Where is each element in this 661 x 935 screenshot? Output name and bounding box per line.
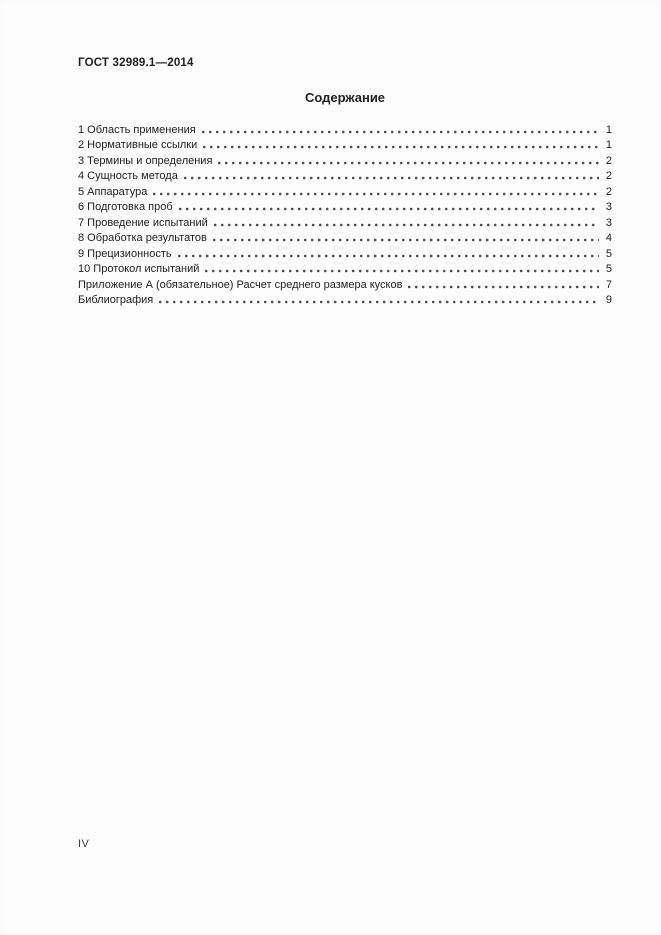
toc-entry (78, 213, 612, 229)
page-number-footer: IV (78, 838, 90, 850)
toc-entry (78, 244, 612, 260)
page-title: Содержание (304, 90, 386, 105)
toc-entry-page: 2 (605, 170, 612, 182)
dot-leader (408, 285, 599, 289)
dot-leader (213, 238, 599, 242)
dot-leader (218, 161, 599, 165)
toc-entry-page: 2 (605, 154, 612, 167)
toc-entry-label: Приложение А (обязательное) Расчет среднего размера кусков (78, 278, 403, 291)
toc-entry-label: Библиография (78, 294, 154, 306)
toc-entry (78, 291, 612, 307)
toc-entry-label: 9 Прецизионность (78, 247, 172, 260)
toc-entry-label: 4 Сущность метода (78, 170, 178, 182)
toc-entry-label: 2 Нормативные ссылки (78, 139, 198, 151)
document-standard-number: ГОСТ 32989.1—2014 (78, 57, 194, 69)
toc-entry-label: 1 Область применения (78, 123, 196, 136)
dot-leader (159, 300, 599, 304)
dot-leader (184, 176, 599, 180)
toc-entry-page: 7 (605, 278, 612, 291)
toc-entry-page: 9 (605, 294, 612, 306)
toc-entry (78, 120, 612, 136)
toc-entry (78, 260, 612, 276)
toc-entry (78, 275, 612, 291)
toc-entry (78, 151, 612, 167)
toc-entry-page: 3 (605, 201, 612, 213)
toc-entry-page: 1 (605, 123, 612, 136)
toc-entry-label: 8 Обработка результатов (78, 232, 207, 244)
toc-entry (78, 229, 612, 245)
toc-entry-page: 3 (605, 216, 612, 229)
toc-entry (78, 167, 612, 183)
dot-leader (179, 207, 599, 211)
table-of-contents (78, 120, 612, 306)
dot-leader (178, 254, 599, 258)
toc-entry (78, 182, 612, 198)
toc-entry-page: 5 (605, 263, 612, 275)
toc-entry-label: 10 Протокол испытаний (78, 263, 200, 275)
toc-entry-label: 5 Аппаратура (78, 185, 148, 198)
dot-leader (153, 192, 599, 196)
toc-entry-page: 1 (605, 139, 612, 151)
dot-leader (203, 145, 599, 149)
toc-entry-page: 2 (605, 185, 612, 198)
dot-leader (202, 130, 599, 134)
dot-leader (214, 223, 599, 227)
toc-entry-page: 5 (605, 247, 612, 260)
toc-entry-label: 7 Проведение испытаний (78, 216, 208, 229)
toc-entry-page: 4 (605, 232, 612, 244)
toc-entry (78, 198, 612, 214)
toc-entry (78, 136, 612, 152)
toc-entry-label: 3 Термины и определения (78, 154, 213, 167)
dot-leader (205, 269, 599, 273)
toc-entry-label: 6 Подготовка проб (78, 201, 173, 213)
